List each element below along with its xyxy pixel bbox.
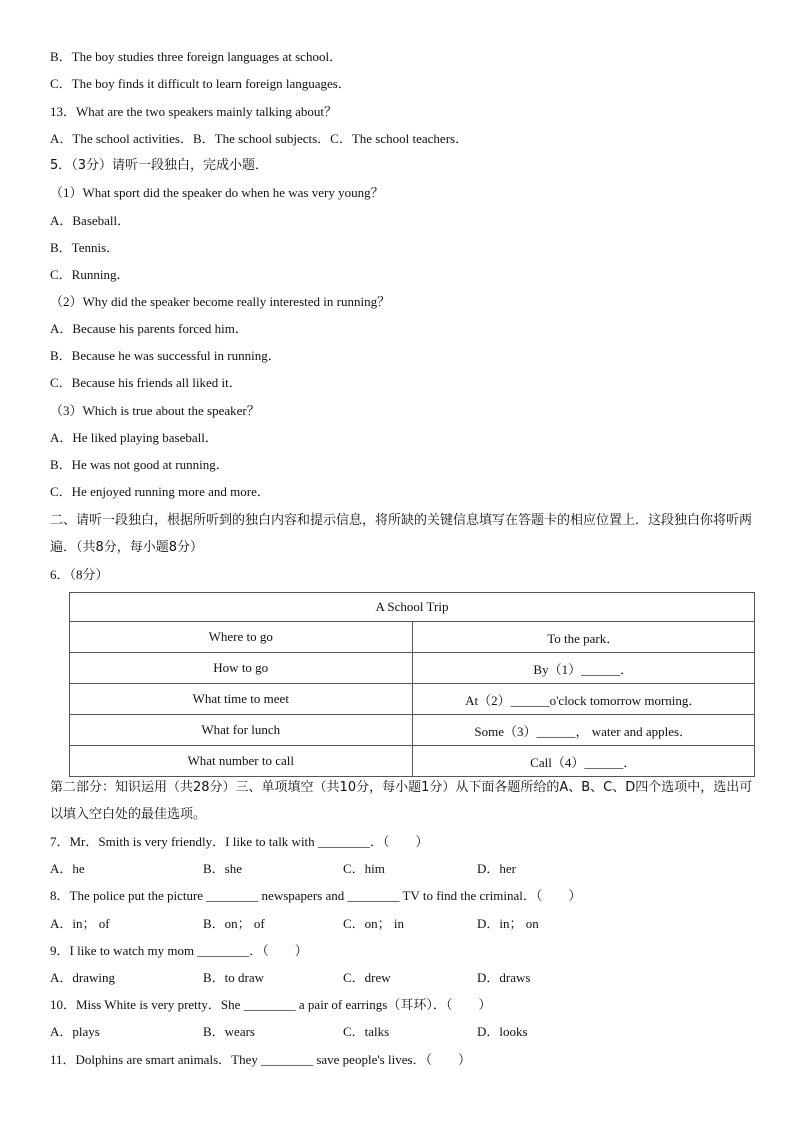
q7-option-a: A．he bbox=[50, 861, 85, 876]
q10-option-b: B．wears bbox=[203, 1024, 255, 1039]
q9-option-c: C．drew bbox=[343, 970, 391, 985]
q7-stem: 7．Mr．Smith is very friendly．I like to talk with ________．（ ） bbox=[50, 834, 429, 849]
q13-stem: 13．What are the two speakers mainly talking about？ bbox=[50, 104, 338, 119]
q5-1-option-c: C．Running． bbox=[50, 267, 130, 282]
q5-1-option-a: A．Baseball． bbox=[50, 213, 131, 228]
q5-2-stem: （2）Why did the speaker become really interested in running？ bbox=[50, 294, 391, 309]
table-cell-label: Where to go bbox=[70, 622, 413, 653]
q9-option-b: B．to draw bbox=[203, 970, 265, 985]
q10-option-c: C．talks bbox=[343, 1024, 390, 1039]
table-cell-label: What for lunch bbox=[70, 715, 413, 746]
q5-2-option-b: B．Because he was successful in running． bbox=[50, 348, 281, 363]
table-cell-value: By（1）______． bbox=[412, 653, 755, 684]
q8-option-c: C．on； in bbox=[343, 916, 405, 931]
table-cell-label: How to go bbox=[70, 653, 413, 684]
q5-3-option-c: C．He enjoyed running more and more． bbox=[50, 484, 270, 499]
q8-option-b: B．on； of bbox=[203, 916, 265, 931]
table-row bbox=[70, 684, 755, 715]
q9-option-d: D．draws bbox=[477, 970, 531, 985]
section-2-instructions: 二、请听一段独白，根据所听到的独白内容和提示信息，将所缺的关键信息填写在答题卡的相应位置上．这段独白你将听两遍．（共8分，每小题8分） bbox=[50, 513, 753, 555]
school-trip-table bbox=[69, 592, 755, 777]
table-row bbox=[70, 746, 755, 777]
q8-option-a: A．in； of bbox=[50, 916, 110, 931]
q10-stem: 10．Miss White is very pretty．She ________ a pair of earrings（耳环）．（ ） bbox=[50, 997, 492, 1012]
table-title: A School Trip bbox=[70, 593, 755, 622]
q10-option-a: A．plays bbox=[50, 1024, 100, 1039]
q7-option-b: B．she bbox=[203, 861, 243, 876]
q5-3-option-a: A．He liked playing baseball． bbox=[50, 430, 218, 445]
q13-options: A．The school activities．B．The school subjects．C．The school teachers． bbox=[50, 131, 469, 146]
table-cell-value: At（2）______o'clock tomorrow morning． bbox=[412, 684, 755, 715]
table-row bbox=[70, 653, 755, 684]
part-2-instructions: 第二部分：知识运用（共28分）三、单项填空（共10分，每小题1分）从下面各题所给的A、B、C、D四个选项中，选出可以填入空白处的最佳选项。 bbox=[50, 780, 753, 822]
q10-option-d: D．looks bbox=[477, 1024, 528, 1039]
table-cell-value: To the park． bbox=[412, 622, 755, 653]
q5-heading: 5．（3分）请听一段独白，完成小题． bbox=[50, 158, 269, 173]
q11-stem: 11．Dolphins are smart animals．They ________ save people's lives．（ ） bbox=[50, 1052, 472, 1067]
q6-heading: 6．（8分） bbox=[50, 567, 109, 582]
table-cell-value: Call（4）______． bbox=[412, 746, 755, 777]
q5-3-stem: （3）Which is true about the speaker？ bbox=[50, 403, 260, 418]
table-cell-label: What time to meet bbox=[70, 684, 413, 715]
table-cell-value: Some（3）______， water and apples． bbox=[412, 715, 755, 746]
q7-option-d: D．her bbox=[477, 861, 516, 876]
q5-3-option-b: B．He was not good at running． bbox=[50, 457, 229, 472]
q12-option-b: B．The boy studies three foreign languages at school． bbox=[50, 49, 343, 64]
table-row bbox=[70, 622, 755, 653]
q8-option-d: D．in； on bbox=[477, 916, 539, 931]
table-row bbox=[70, 715, 755, 746]
q7-option-c: C．him bbox=[343, 861, 385, 876]
q9-stem: 9．I like to watch my mom ________．（ ） bbox=[50, 943, 308, 958]
q5-2-option-c: C．Because his friends all liked it． bbox=[50, 375, 242, 390]
q8-stem: 8．The police put the picture ________ newspapers and ________ TV to find the criminal．（ ） bbox=[50, 888, 582, 903]
table-cell-label: What number to call bbox=[70, 746, 413, 777]
q5-1-option-b: B．Tennis． bbox=[50, 240, 120, 255]
q12-option-c: C．The boy finds it difficult to learn foreign languages． bbox=[50, 76, 351, 91]
q5-2-option-a: A．Because his parents forced him． bbox=[50, 321, 248, 336]
q9-option-a: A．drawing bbox=[50, 970, 115, 985]
table-title-row bbox=[70, 593, 755, 622]
q5-1-stem: （1）What sport did the speaker do when he was very young？ bbox=[50, 185, 384, 200]
